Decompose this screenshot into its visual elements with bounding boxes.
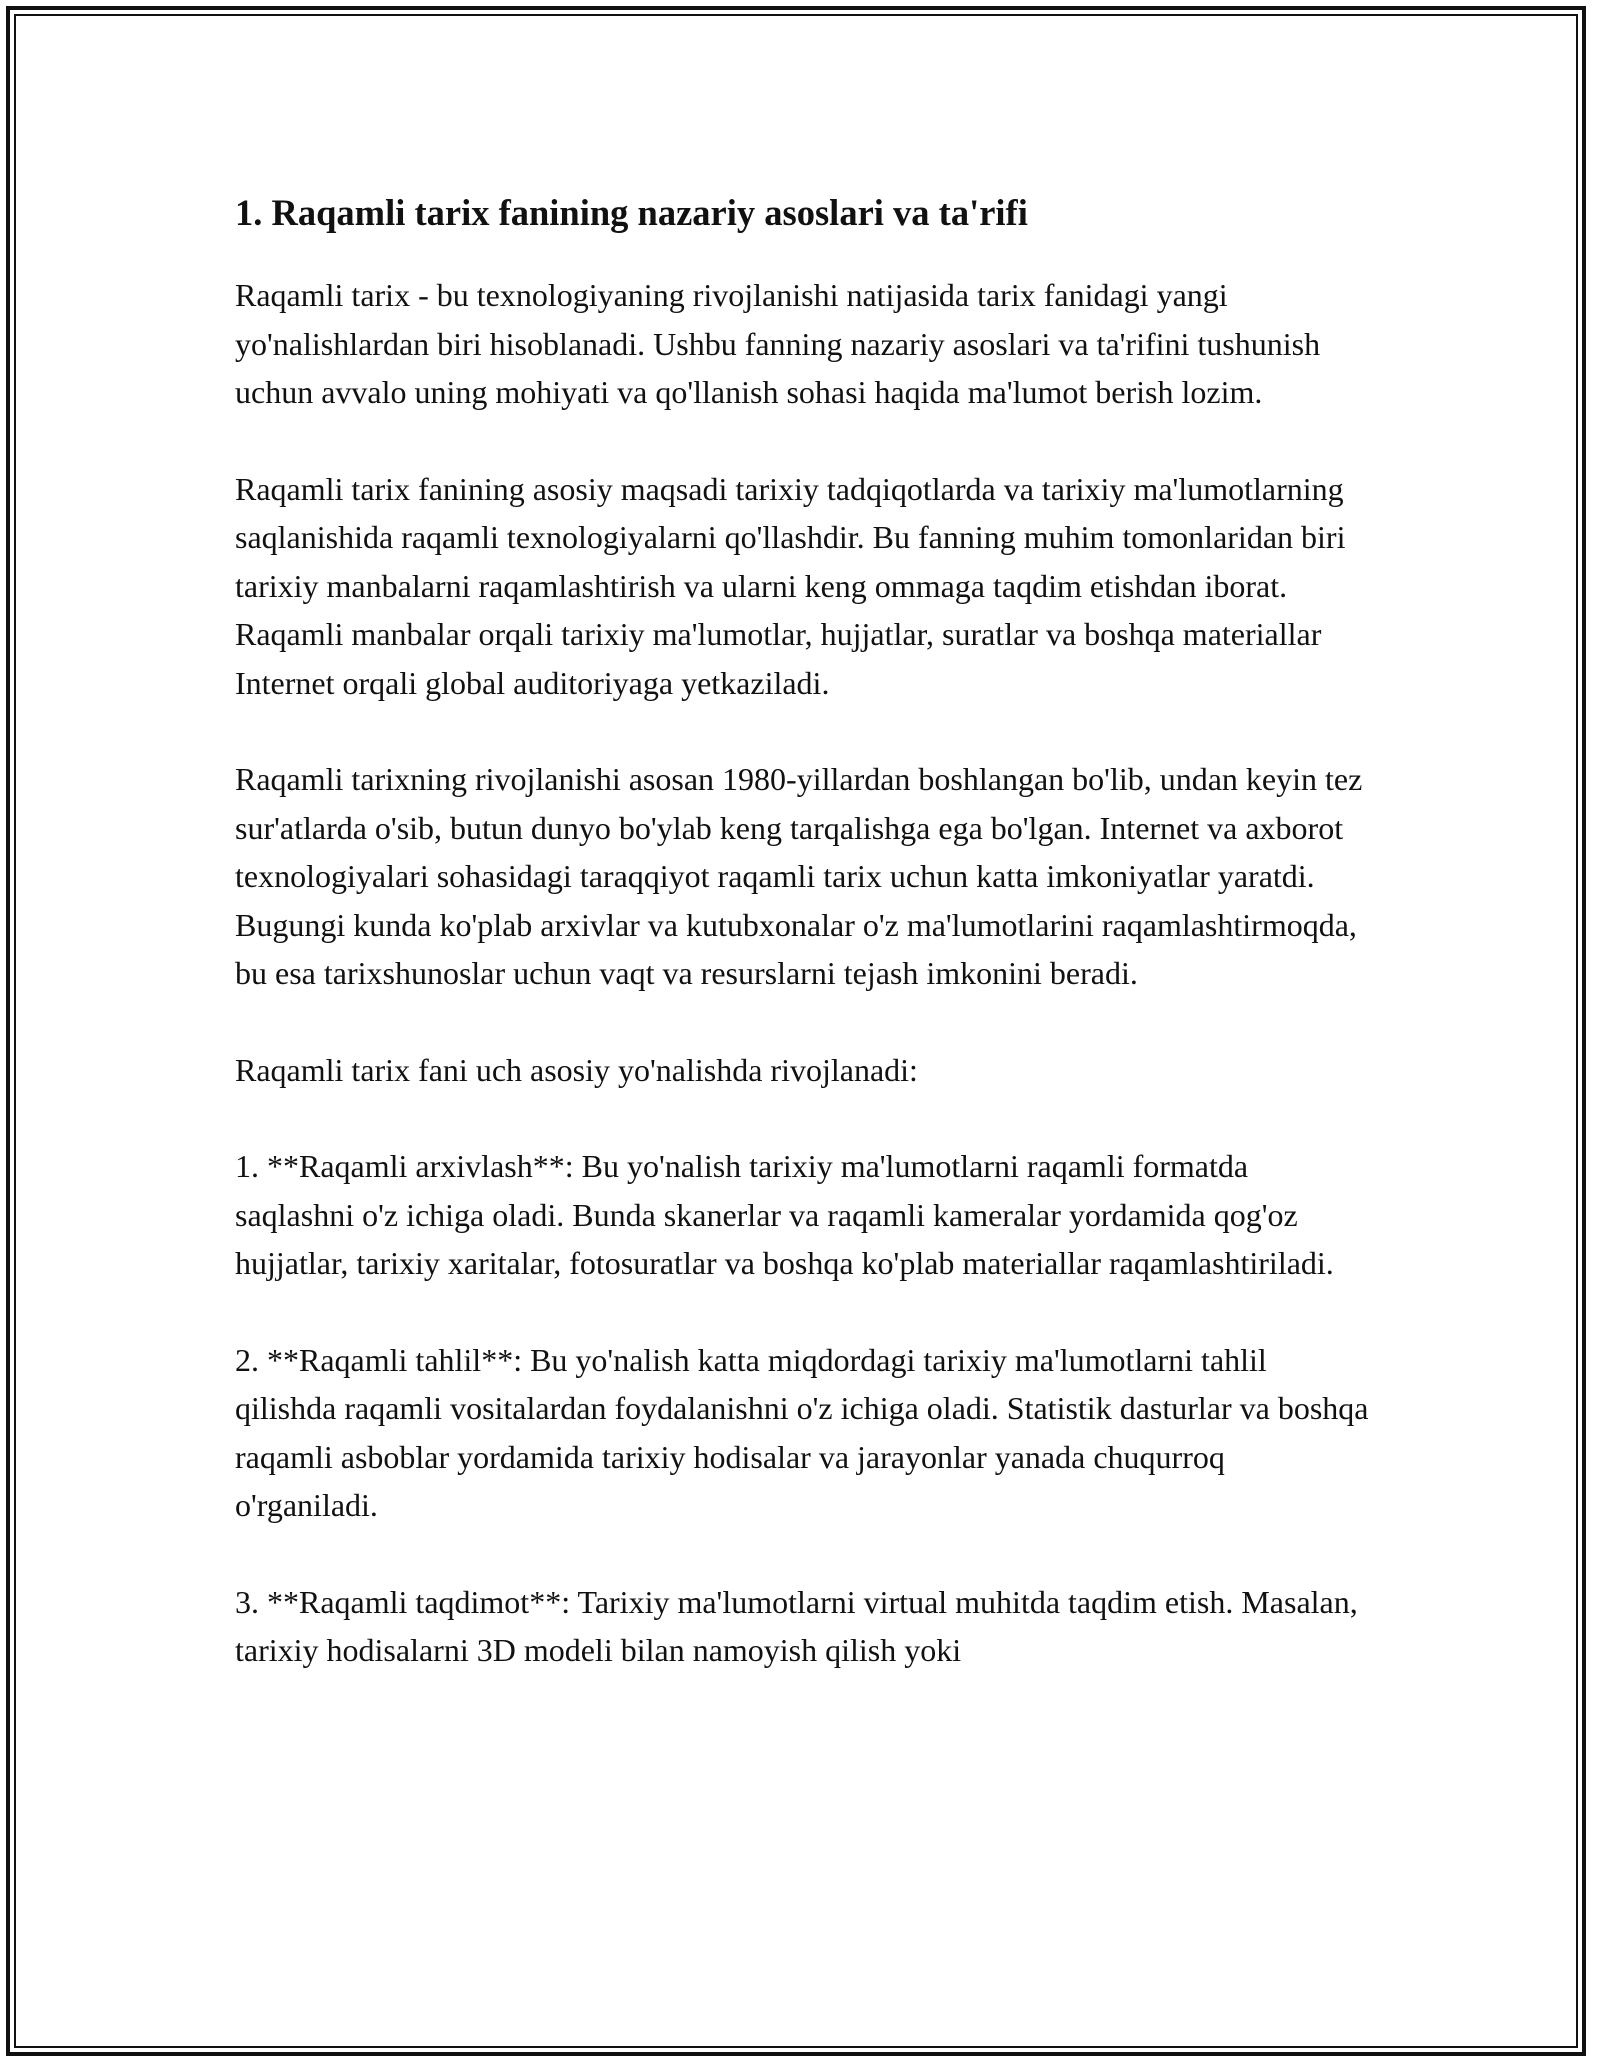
document-body (235, 185, 1375, 1723)
paragraph-intro: Raqamli tarix - bu texnologiyaning rivojlanishi natijasida tarix fanidagi yangi yo'nalishlardan biri hisoblanadi. Ushbu fanning nazariy asoslari va ta'rifini tushunish uchun avvalo uning mohiyati va qo'llanish sohasi haqida ma'lumot berish lozim. (235, 277, 1321, 410)
paragraph-directions-intro: Raqamli tarix fani uch asosiy yo'nalishda rivojlanadi: (235, 1051, 918, 1088)
list-item-digital-presentation: 3. **Raqamli taqdimot**: Tarixiy ma'lumotlarni virtual muhitda taqdim etish. Masalan, tarixiy hodisalarni 3D modeli bilan namoyish qilish yoki (235, 1583, 1358, 1668)
paragraph-history: Raqamli tarixning rivojlanishi asosan 1980-yillardan boshlangan bo'lib, undan keyin tez sur'atlarda o'sib, butun dunyo bo'ylab keng tarqalishga ega bo'lgan. Internet va axborot texnologiyalari sohasidagi taraqqiyot raqamli tarix uchun katta imkoniyatlar yaratdi. Bugungi kunda ko'plab arxivlar va kutubxonalar o'z ma'lumotlarini raqamlashtirmoqda, bu esa tarixshunoslar uchun vaqt va resurslarni tejash imkonini beradi. (235, 761, 1363, 991)
paragraph-goal: Raqamli tarix fanining asosiy maqsadi tarixiy tadqiqotlarda va tarixiy ma'lumotlarning saqlanishida raqamli texnologiyalarni qo'llashdir. Bu fanning muhim tomonlaridan biri tarixiy manbalarni raqamlashtirish va ularni keng ommaga taqdim etishdan iborat. Raqamli manbalar orqali tarixiy ma'lumotlar, hujjatlar, suratlar va boshqa materiallar Internet orqali global auditoriyaga yetkaziladi. (235, 470, 1346, 701)
list-item-digital-analysis: 2. **Raqamli tahlil**: Bu yo'nalish katta miqdordagi tarixiy ma'lumotlarni tahlil qilishda raqamli vositalardan foydalanishni o'z ichiga oladi. Statistik dasturlar va boshqa raqamli asboblar yordamida tarixiy hodisalar va jarayonlar yanada chuqurroq o'rganiladi. (235, 1341, 1369, 1523)
section-heading: 1. Raqamli tarix fanining nazariy asoslari va ta'rifi (235, 192, 1028, 233)
list-item-digital-archiving: 1. **Raqamli arxivlash**: Bu yo'nalish tarixiy ma'lumotlarni raqamli formatda saqlashni o'z ichiga oladi. Bunda skanerlar va raqamli kameralar yordamida qog'oz hujjatlar, tarixiy xaritalar, fotosuratlar va boshqa ko'plab materiallar raqamlashtiriladi. (235, 1148, 1334, 1281)
